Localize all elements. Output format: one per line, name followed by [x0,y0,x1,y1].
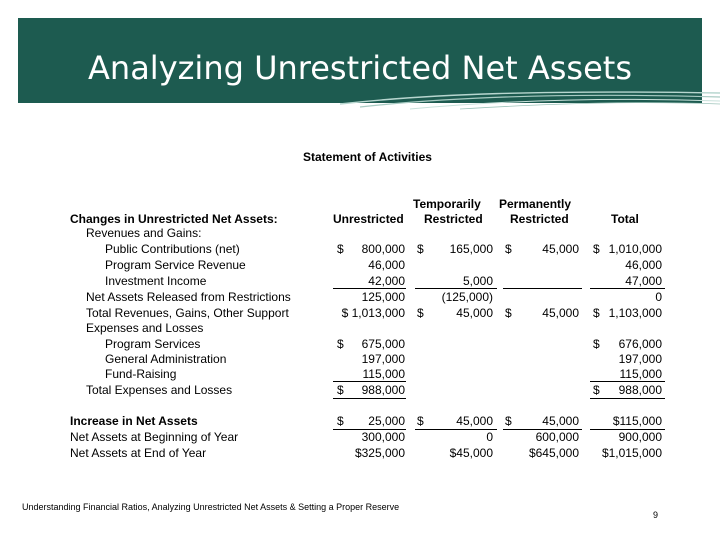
row-label: Net Assets at Beginning of Year [70,430,239,444]
amount: 115,000 [619,367,662,381]
amount: $1,015,000 [601,446,662,460]
rule [333,398,406,399]
amount: 800,000 [361,242,405,256]
dollar-sign: $ [593,242,600,256]
rule [590,288,665,289]
amount: 125,000 [361,290,405,304]
dollar-sign: $ [337,383,344,397]
row-label: Program Services [105,337,201,351]
rule [590,398,665,399]
table-row [0,383,720,398]
table-row [0,226,720,241]
rule [503,429,582,430]
amount: 676,000 [618,337,662,351]
dollar-sign: $ [505,242,512,256]
amount: 45,000 [542,306,579,320]
table-row [0,446,720,461]
amount: 0 [486,430,493,444]
row-label: Investment Income [105,274,207,288]
rule [590,381,665,382]
header-temporarily: Temporarily [413,197,481,211]
table-row [0,242,720,257]
amount: 0 [655,290,662,304]
amount: 45,000 [456,306,493,320]
rule [503,288,582,289]
dollar-sign: $ [337,414,344,428]
dollar-sign: $ [417,242,424,256]
dollar-sign: $ [505,414,512,428]
amount: 115,000 [362,367,405,381]
table-row [0,367,720,382]
section-label: Changes in Unrestricted Net Assets: [70,212,278,226]
row-label: Total Expenses and Losses [86,383,233,397]
row-label: Net Assets Released from Restrictions [86,290,291,304]
amount: 1,010,000 [608,242,662,256]
amount: 988,000 [361,383,405,397]
slide-title: Analyzing Unrestricted Net Assets [88,49,632,87]
amount: $45,000 [449,446,493,460]
amount: 600,000 [535,430,579,444]
amount: 900,000 [618,430,662,444]
amount: 988,000 [618,383,662,397]
dollar-sign: $ [417,414,424,428]
table-row [0,352,720,367]
row-label: Public Contributions (net) [105,242,240,256]
amount: 5,000 [462,274,493,288]
decorative-swoosh [340,88,720,110]
dollar-sign: $ [337,242,344,256]
dollar-sign: $ [593,306,600,320]
amount: 165,000 [449,242,493,256]
amount: $645,000 [528,446,579,460]
rule [333,381,406,382]
rule [333,288,406,289]
rule [590,429,665,430]
dollar-sign: $ [593,383,600,397]
amount: 675,000 [361,337,405,351]
row-label: General Administration [105,352,227,366]
row-label: Increase in Net Assets [70,414,198,428]
header-unrestricted: Unrestricted [333,212,404,226]
table-row [0,321,720,336]
amount: 45,000 [456,414,493,428]
slide-footer: Understanding Financial Ratios, Analyzing Unrestricted Net Assets & Setting a Proper Reserve [22,502,400,512]
statement-title: Statement of Activities [303,150,432,164]
amount: 300,000 [361,430,405,444]
amount: $115,000 [612,414,662,428]
page-number: 9 [653,510,659,520]
amount: $ 1,013,000 [341,306,405,320]
amount: (125,000) [441,290,493,304]
row-label: Fund-Raising [105,367,177,381]
dollar-sign: $ [337,337,344,351]
amount: 46,000 [368,258,405,272]
header-temp-restricted: Restricted [424,212,483,226]
row-label: Program Service Revenue [105,258,246,272]
rule [333,429,406,430]
table-row [0,258,720,273]
table-row [0,337,720,352]
amount: 46,000 [625,258,662,272]
table-row [0,306,720,321]
dollar-sign: $ [417,306,424,320]
row-label: Net Assets at End of Year [70,446,207,460]
amount: 45,000 [542,242,579,256]
rule [415,429,497,430]
row-label: Expenses and Losses [86,321,204,335]
amount: 197,000 [361,352,405,366]
header-perm-restricted: Restricted [510,212,569,226]
table-row [0,430,720,445]
table-row [0,274,720,289]
row-label: Total Revenues, Gains, Other Support [86,306,289,320]
amount: 197,000 [618,352,662,366]
dollar-sign: $ [593,337,600,351]
dollar-sign: $ [505,306,512,320]
amount: 25,000 [368,414,405,428]
amount: 42,000 [368,274,405,288]
amount: $325,000 [354,446,405,460]
amount: 1,103,000 [608,306,662,320]
amount: 47,000 [625,274,662,288]
header-total: Total [611,212,639,226]
table-row [0,290,720,305]
amount: 45,000 [542,414,579,428]
rule [415,288,497,289]
table-row [0,414,720,429]
row-label: Revenues and Gains: [86,226,202,240]
header-permanently: Permanently [499,197,572,211]
